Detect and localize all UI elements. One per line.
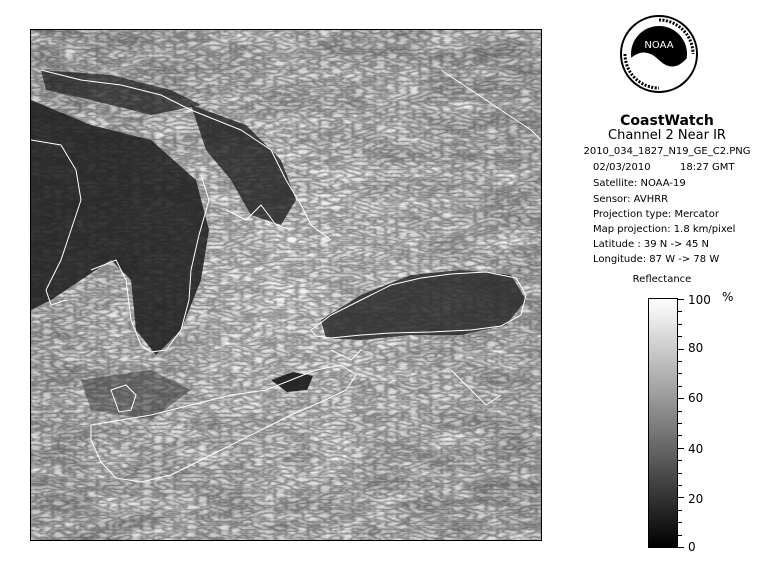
colorbar-tick — [678, 411, 682, 412]
colorbar-tick — [678, 373, 682, 374]
colorbar-tick — [678, 522, 682, 523]
latitude-label: Latitude : 39 N -> 45 N — [593, 239, 709, 250]
colorbar-tick — [678, 311, 682, 312]
longitude-label: Longitude: 87 W -> 78 W — [593, 254, 720, 265]
colorbar-tick — [678, 386, 682, 387]
colorbar-label-20: 20 — [688, 492, 704, 506]
colorbar-tick — [678, 398, 684, 399]
colorbar-tick — [678, 460, 682, 461]
colorbar-label-80: 80 — [688, 341, 704, 355]
colorbar-tick — [678, 324, 682, 325]
colorbar-tick — [678, 497, 684, 498]
colorbar-tick — [678, 510, 682, 511]
time-label: 18:27 GMT — [680, 162, 735, 173]
colorbar-unit: % — [722, 290, 734, 304]
noaa-logo-icon — [619, 14, 699, 94]
colorbar-tick — [678, 535, 682, 536]
date-label: 02/03/2010 — [593, 162, 651, 173]
satellite-image — [31, 30, 541, 540]
colorbar-tick — [678, 349, 684, 350]
colorbar-tick — [678, 336, 682, 337]
colorbar-label-0: 0 — [688, 540, 696, 554]
map-projection-label: Map projection: 1.8 km/pixel — [593, 224, 736, 235]
colorbar-title: Reflectance — [632, 274, 692, 285]
satellite-map[interactable] — [30, 29, 542, 541]
colorbar-tick — [678, 547, 684, 548]
colorbar-tick — [678, 299, 684, 300]
colorbar-tick — [678, 448, 684, 449]
colorbar-label-40: 40 — [688, 442, 704, 456]
logo-center-text: NOAA — [644, 40, 674, 51]
colorbar-label-60: 60 — [688, 391, 704, 405]
colorbar-tick — [678, 473, 682, 474]
product-name: CoastWatch — [620, 113, 714, 129]
sensor-label: Sensor: AVHRR — [593, 194, 669, 205]
colorbar-tick — [678, 435, 682, 436]
colorbar-tick — [678, 423, 682, 424]
filename-label: 2010_034_1827_N19_GE_C2.PNG — [583, 146, 751, 157]
projection-type-label: Projection type: Mercator — [593, 209, 719, 220]
colorbar-tick — [678, 361, 682, 362]
reflectance-colorbar — [648, 298, 678, 548]
satellite-label: Satellite: NOAA-19 — [593, 178, 686, 189]
colorbar-label-100: 100 — [688, 293, 711, 307]
channel-label: Channel 2 Near IR — [608, 128, 726, 143]
colorbar-tick — [678, 485, 682, 486]
